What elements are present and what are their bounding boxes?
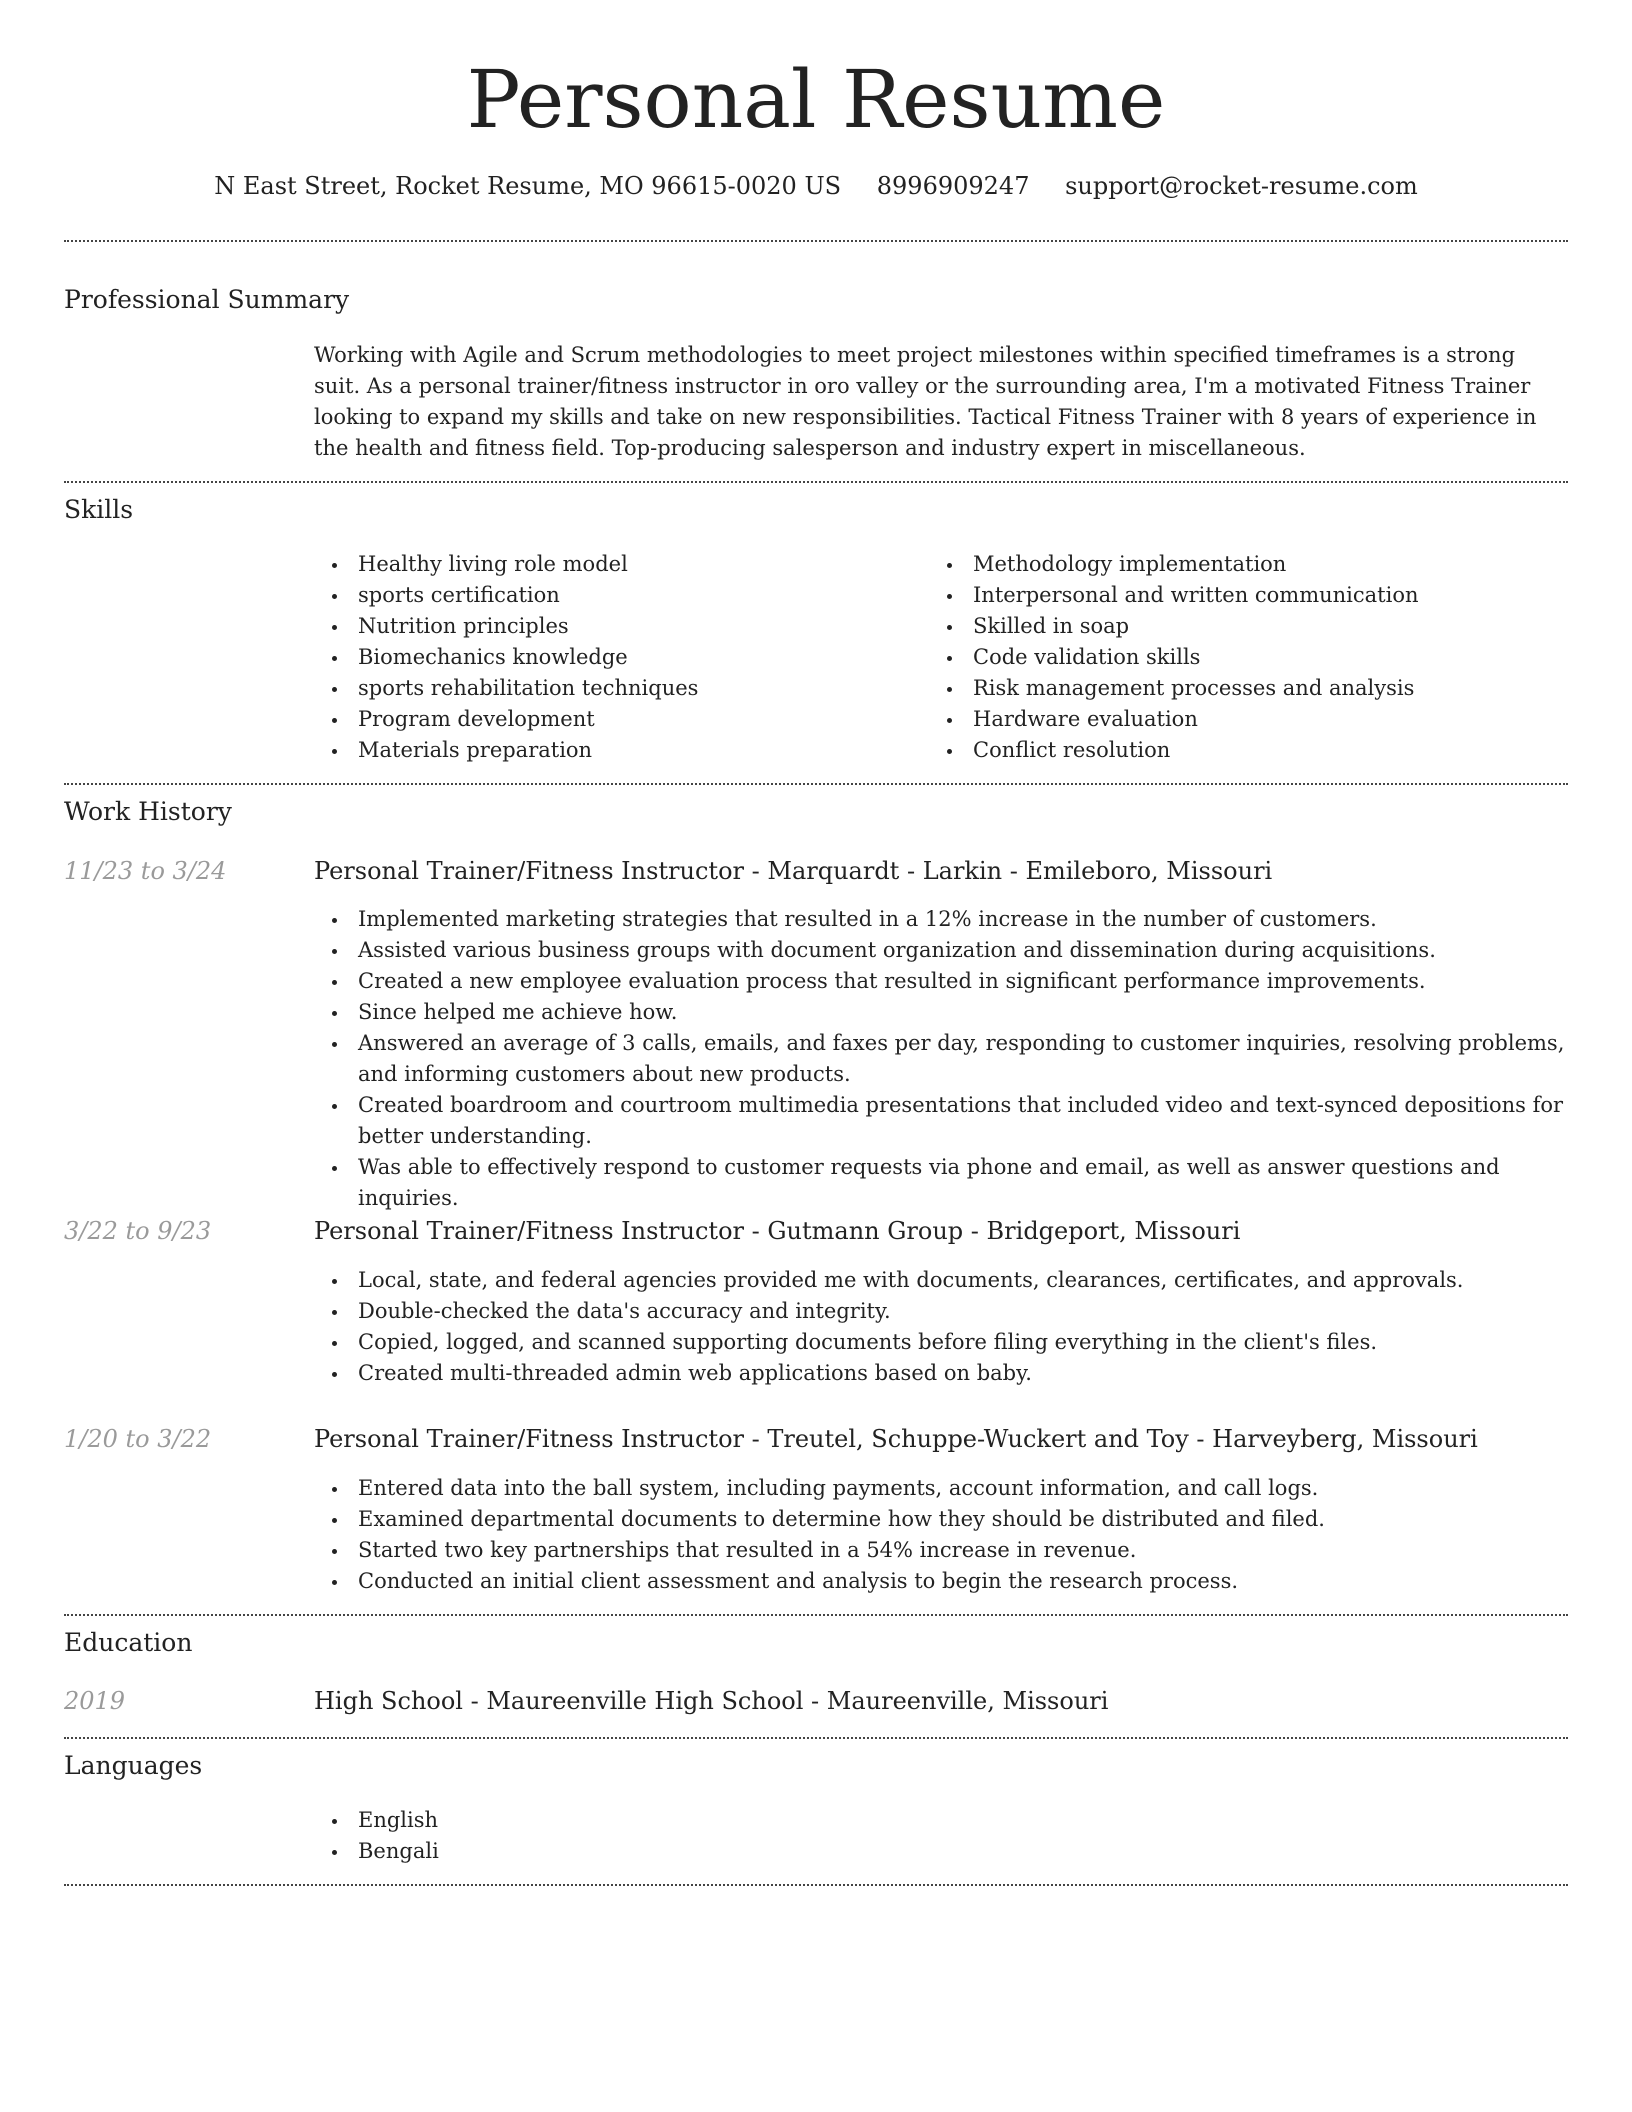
divider — [64, 1884, 1568, 1886]
job-bullet: Entered data into the ball system, including payments, account information, and call logs. — [314, 1473, 1568, 1504]
language-item: English — [314, 1805, 1568, 1836]
divider — [64, 1614, 1568, 1616]
job-bullet: Started two key partnerships that resulted in a 54% increase in revenue. — [314, 1535, 1568, 1566]
job-bullet: Since helped me achieve how. — [314, 997, 1568, 1028]
skill-item: Interpersonal and written communication — [929, 580, 1529, 611]
job-bullet: Created multi-threaded admin web applications based on baby. — [314, 1358, 1568, 1389]
contact-line — [64, 170, 1568, 202]
job-bullet: Created a new employee evaluation process that resulted in significant performance improvements. — [314, 966, 1568, 997]
education-entry: High School - Maureenville High School - Maureenville, Missouri — [314, 1687, 1109, 1715]
education-heading: Education — [64, 1628, 193, 1657]
skill-item: Healthy living role model — [314, 549, 914, 580]
job-title: Personal Trainer/Fitness Instructor - Gutmann Group - Bridgeport, Missouri — [314, 1217, 1241, 1245]
skill-item: Conflict resolution — [929, 735, 1529, 766]
skill-item: Risk management processes and analysis — [929, 673, 1529, 704]
skill-item: sports certification — [314, 580, 914, 611]
job-title: Personal Trainer/Fitness Instructor - Marquardt - Larkin - Emileboro, Missouri — [314, 857, 1273, 885]
contact-address: N East Street, Rocket Resume, MO 96615-0020 US — [214, 172, 842, 200]
divider — [64, 240, 1568, 242]
skill-item: Nutrition principles — [314, 611, 914, 642]
job-bullet: Conducted an initial client assessment and analysis to begin the research process. — [314, 1566, 1568, 1597]
skills-right-column — [929, 549, 1529, 766]
contact-email: support@rocket-resume.com — [1065, 172, 1418, 200]
job-bullet: Examined departmental documents to determine how they should be distributed and filed. — [314, 1504, 1568, 1535]
job-dates: 1/20 to 3/22 — [64, 1425, 212, 1453]
skill-item: Skilled in soap — [929, 611, 1529, 642]
skill-item: Materials preparation — [314, 735, 914, 766]
resume-page — [64, 0, 1568, 1863]
job-bullet: Implemented marketing strategies that resulted in a 12% increase in the number of customers. — [314, 904, 1568, 935]
divider — [64, 1737, 1568, 1739]
skills-left-column — [314, 549, 914, 766]
skills-heading: Skills — [64, 495, 134, 524]
languages-heading: Languages — [64, 1751, 203, 1780]
job-dates: 11/23 to 3/24 — [64, 857, 227, 885]
skill-item: Code validation skills — [929, 642, 1529, 673]
job-bullets — [314, 1473, 1568, 1597]
skill-item: Biomechanics knowledge — [314, 642, 914, 673]
skill-item: Hardware evaluation — [929, 704, 1529, 735]
job-bullet: Local, state, and federal agencies provided me with documents, clearances, certificates, and approvals. — [314, 1265, 1568, 1296]
job-bullet: Was able to effectively respond to customer requests via phone and email, as well as answer questions and inquiries. — [314, 1152, 1568, 1214]
contact-phone: 8996909247 — [876, 172, 1030, 200]
resume-title: Personal Resume — [466, 53, 1166, 146]
divider — [64, 783, 1568, 785]
job-title: Personal Trainer/Fitness Instructor - Treutel, Schuppe-Wuckert and Toy - Harveyberg, Missouri — [314, 1425, 1478, 1453]
job-bullets — [314, 1265, 1568, 1389]
language-item: Bengali — [314, 1836, 1568, 1867]
job-bullet: Double-checked the data's accuracy and integrity. — [314, 1296, 1568, 1327]
skill-item: Program development — [314, 704, 914, 735]
divider — [64, 481, 1568, 483]
skill-item: Methodology implementation — [929, 549, 1529, 580]
languages-list — [314, 1805, 1568, 1867]
job-bullet: Assisted various business groups with document organization and dissemination during acquisitions. — [314, 935, 1568, 966]
job-dates: 3/22 to 9/23 — [64, 1217, 212, 1245]
job-bullet: Answered an average of 3 calls, emails, and faxes per day, responding to customer inquiries, resolving problems, and informing customers about new products. — [314, 1028, 1568, 1090]
summary-text: Working with Agile and Scrum methodologies to meet project milestones within specified timeframes is a strong suit. As a personal trainer/fitness instructor in oro valley or the surrounding area, I'm a motivated Fitness Trainer looking to expand my skills and take on new responsibilities. Tactical Fitness Trainer with 8 years of experience in the health and fitness field. Top-producing salesperson and industry expert in miscellaneous. — [314, 343, 1537, 460]
work-heading: Work History — [64, 797, 232, 826]
summary-heading: Professional Summary — [64, 285, 350, 314]
job-bullet: Created boardroom and courtroom multimedia presentations that included video and text-synced depositions for better understanding. — [314, 1090, 1568, 1152]
education-date: 2019 — [64, 1687, 126, 1715]
skill-item: sports rehabilitation techniques — [314, 673, 914, 704]
job-bullets — [314, 904, 1568, 1214]
job-bullet: Copied, logged, and scanned supporting documents before filing everything in the client's files. — [314, 1327, 1568, 1358]
